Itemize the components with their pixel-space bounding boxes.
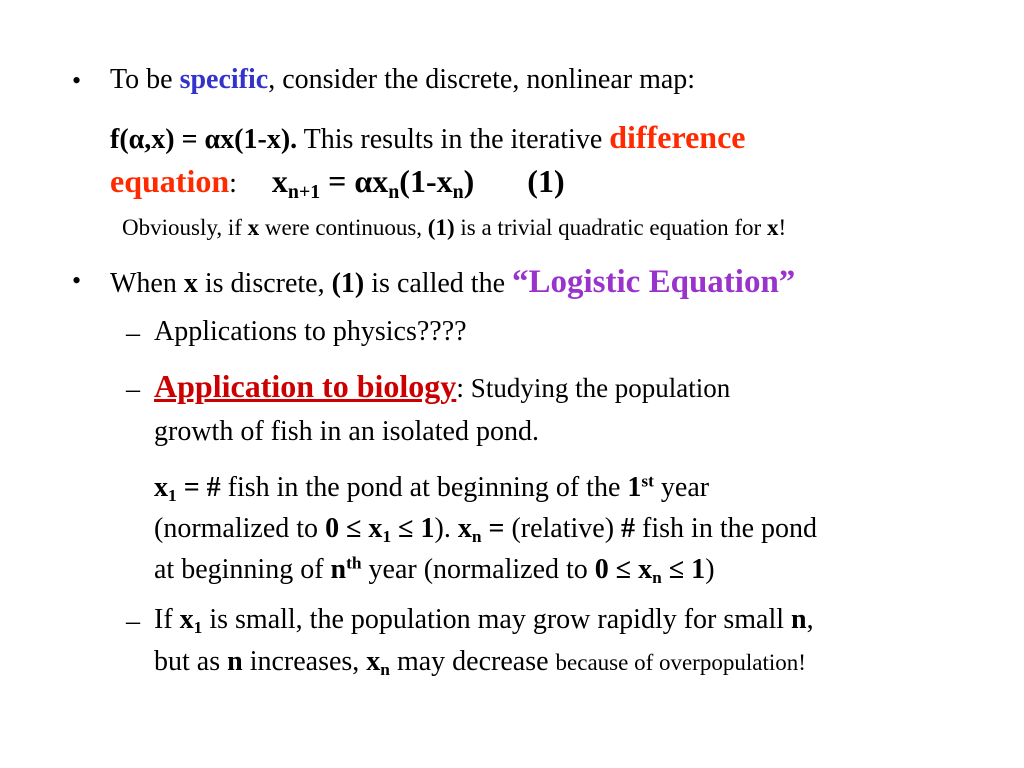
sub2-line1: Application to biology: Studying the population (154, 368, 731, 404)
emphasis-logistic-equation: “Logistic Equation” (512, 264, 796, 300)
sub2-para-line2: (normalized to $0 \le x_1 \le 1$). $x_n$ = (relative) # fish in the pond (154, 513, 818, 547)
map-definition: f(α,x) = αx(1-x). (110, 124, 298, 155)
sub3-line2: but as n increases, $x_n$ may decrease because of overpopulation! (154, 646, 806, 680)
bullet2-line: When x is discrete, (1) is called the “Logistic Equation” (110, 264, 796, 300)
equation-number: (1) (527, 163, 565, 199)
sub2-line2: growth of fish in an isolated pond. (154, 416, 539, 447)
sub1-line: Applications to physics???? (154, 316, 467, 347)
bullet1-line3: equation: $x_{n+1} = \alpha x_n(1-x_n)$ (1) (110, 163, 565, 203)
bullet1-line2: f(α,x) = αx(1-x). This results in the iterative difference (110, 119, 746, 155)
dash-marker: – (126, 374, 140, 405)
emphasis-specific: specific (179, 64, 269, 95)
bullet1-line1: To be specific, consider the discrete, nonlinear map: (110, 64, 696, 95)
dash-marker: – (126, 606, 140, 637)
bullet-marker: • (72, 66, 82, 95)
bullet-marker: • (72, 266, 82, 295)
bullet1-note: Obviously, if x were continuous, (1) is a trivial quadratic equation for x! (122, 215, 787, 240)
emphasis-application-to-biology: Application to biology (154, 368, 457, 404)
sub2-para-line3: at beginning of $n^{th}$ year (normalized to $0 \le x_n \le 1$) (154, 553, 715, 588)
dash-marker: – (126, 318, 140, 349)
sub3-line1: If $x_1$ is small, the population may grow rapidly for small n, (154, 604, 814, 638)
emphasis-difference: difference (609, 119, 746, 155)
emphasis-equation: equation (110, 163, 230, 199)
sub2-para-line1: $x_1$ = # fish in the pond at beginning of the 1st year (154, 471, 710, 506)
logistic-equation-formula: $x_{n+1} = \alpha x_n(1-x_n)$ (271, 163, 475, 203)
